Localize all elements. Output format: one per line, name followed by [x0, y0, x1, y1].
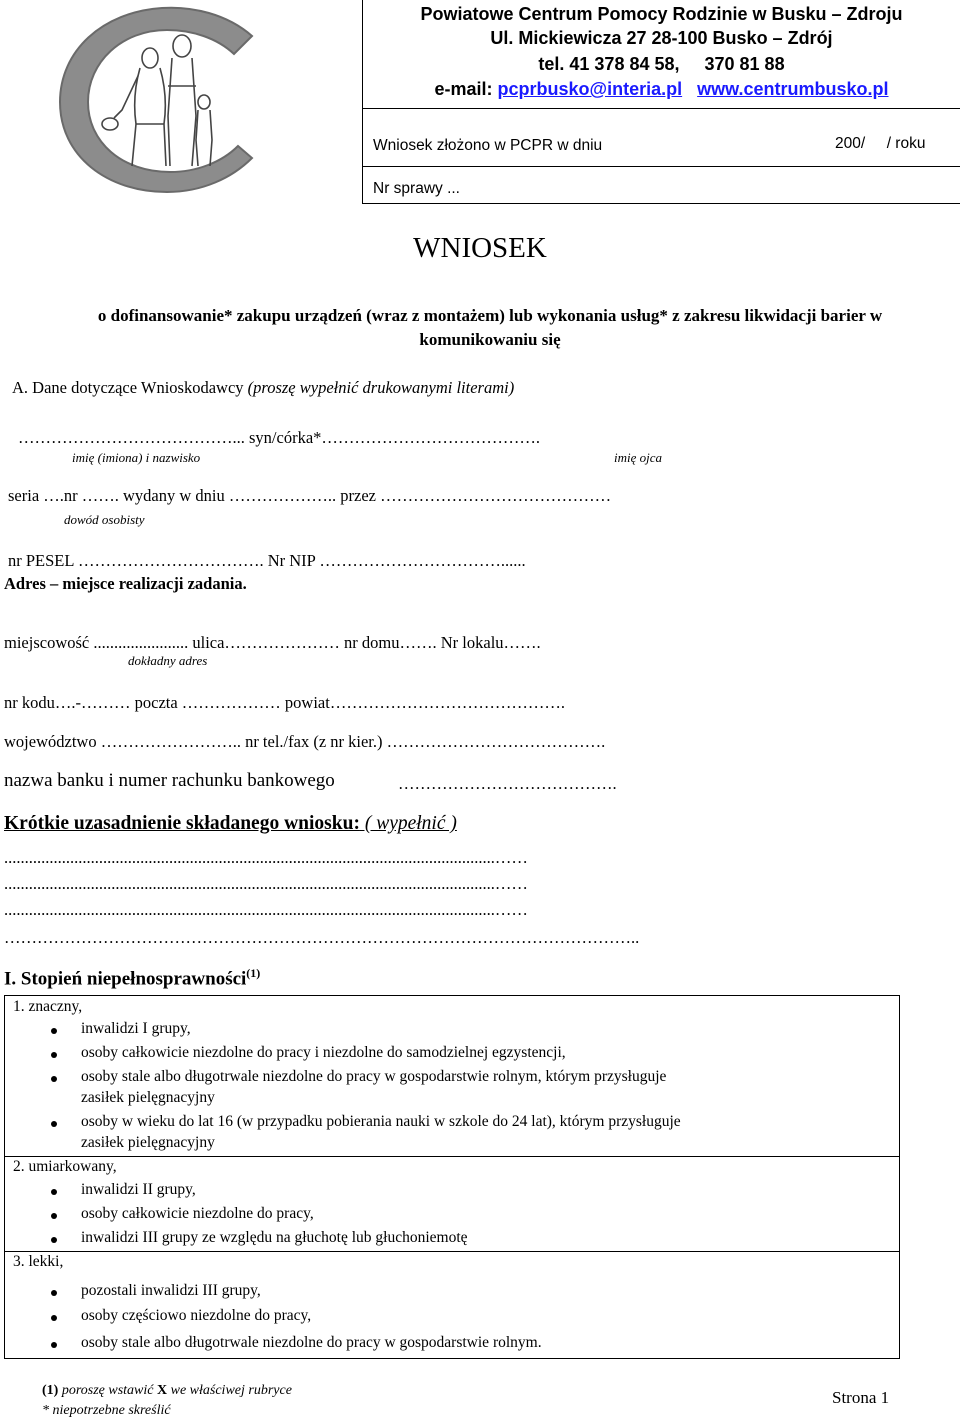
footnote-1-number: (1): [42, 1383, 59, 1398]
section-a-title: A. Dane dotyczące Wnioskodawcy: [12, 378, 248, 397]
bullet-icon: [51, 1237, 57, 1243]
justification-line-3[interactable]: .......................................................................................................................……: [4, 900, 528, 919]
document-title: WNIOSEK: [413, 232, 547, 264]
page-number: Strona 1: [832, 1388, 890, 1407]
list-item: pozostali inwalidzi III grupy,: [81, 1282, 261, 1299]
list-item: inwalidzi I grupy,: [81, 1020, 191, 1037]
voivodeship-phone-field[interactable]: województwo …………………….. nr tel./fax (z nr kier.) ………………………………….: [4, 732, 606, 751]
list-item: osoby stale albo długotrwale niezdolne do pracy w gospodarstwie rolnym, którym przysługuje: [81, 1068, 667, 1085]
justification-heading: [4, 813, 457, 835]
year-field: 200/ / roku: [835, 135, 926, 152]
section-i-footnote-ref: (1): [246, 966, 261, 980]
pcpr-logo: [52, 6, 274, 194]
bullet-icon: [51, 1290, 57, 1296]
list-item: osoby całkowicie niezdolne do pracy i niezdolne do samodzielnej egzystencji,: [81, 1044, 566, 1061]
list-item: inwalidzi II grupy,: [81, 1181, 196, 1198]
footnote-2: * niepotrzebne skreślić: [42, 1403, 171, 1418]
id-caption: dowód osobisty: [64, 512, 145, 527]
list-item-cont: zasiłek pielęgnacyjny: [81, 1089, 215, 1106]
institution-contact: [363, 79, 960, 100]
justification-line-2[interactable]: .......................................................................................................................……: [4, 874, 528, 893]
bullet-icon: [51, 1028, 57, 1034]
submitted-date-label: Wniosek złożono w PCPR w dniu: [373, 137, 603, 154]
address-field[interactable]: miejscowość ....................... ulica………………… nr domu……. Nr lokalu…….: [4, 633, 541, 652]
institution-phone: tel. 41 378 84 58, 370 81 88: [538, 54, 785, 74]
list-item-cont: zasiłek pielęgnacyjny: [81, 1134, 215, 1151]
justification-line-1[interactable]: .......................................................................................................................……: [4, 848, 528, 867]
case-number-field: Nr sprawy ...: [373, 180, 460, 197]
category-moderate[interactable]: 2. umiarkowany,: [13, 1158, 117, 1175]
header-divider-2: [363, 166, 960, 167]
bullet-icon: [51, 1342, 57, 1348]
section-a-hint: (proszę wypełnić drukowanymi literami): [247, 378, 515, 397]
list-item: osoby całkowicie niezdolne do pracy,: [81, 1205, 314, 1222]
pesel-nip-field[interactable]: nr PESEL ……………………………. Nr NIP ……………………………......: [8, 551, 526, 570]
disability-degree-table: [4, 995, 900, 1359]
institution-address: Ul. Mickiewicza 27 28-100 Busko – Zdrój: [490, 28, 833, 48]
header-divider: [363, 108, 960, 109]
list-item: osoby w wieku do lat 16 (w przypadku pobierania nauki w szkole do 24 lat), którym przysługuje: [81, 1113, 681, 1130]
bullet-icon: [51, 1052, 57, 1058]
table-row-divider: [5, 1156, 899, 1157]
list-item: inwalidzi III grupy ze względu na głuchotę lub głuchoniemotę: [81, 1229, 468, 1246]
email-link[interactable]: pcprbusko@interia.pl: [497, 79, 683, 99]
postal-field[interactable]: nr kodu….-……… poczta ……………… powiat…………………………………….: [4, 693, 565, 712]
bullet-icon: [51, 1213, 57, 1219]
bullet-icon: [51, 1189, 57, 1195]
footnote-1-text-b: we właściwej rubryce: [167, 1383, 292, 1398]
bank-account-field[interactable]: ………………………………….: [398, 774, 617, 793]
institution-name: Powiatowe Centrum Pomocy Rodzinie w Busku – Zdroju: [420, 4, 903, 24]
name-caption: imię (imiona) i nazwisko: [72, 450, 201, 465]
justification-line-4[interactable]: ……………………………………………………………………………………………………..: [4, 928, 640, 947]
table-row-divider: [5, 1251, 899, 1252]
website-link[interactable]: www.centrumbusko.pl: [697, 79, 889, 99]
section-a-heading: [12, 378, 514, 398]
institution-header: [362, 0, 960, 204]
address-heading: Adres – miejsce realizacji zadania.: [4, 574, 247, 593]
justification-label: Krótkie uzasadnienie składanego wniosku:: [4, 813, 360, 834]
bullet-icon: [51, 1121, 57, 1127]
category-mild[interactable]: 3. lekki,: [13, 1253, 64, 1270]
footnote-1-text-a: poroszę wstawić: [58, 1383, 157, 1398]
footnote-1: [42, 1383, 292, 1399]
address-caption: dokładny adres: [128, 653, 208, 668]
bullet-icon: [51, 1315, 57, 1321]
logo-graphic: [52, 6, 274, 194]
footnote-1-x: X: [156, 1383, 168, 1398]
section-i-heading: [4, 966, 260, 990]
section-i-title: I. Stopień niepełnosprawności: [4, 968, 247, 990]
father-name-caption: imię ojca: [614, 450, 663, 465]
list-item: osoby częściowo niezdolne do pracy,: [81, 1307, 312, 1324]
document-subtitle: o dofinansowanie* zakupu urządzeń (wraz z montażem) lub wykonania usług* z zakresu likwidacji barier w komunikowaniu się: [97, 306, 883, 349]
name-father-field[interactable]: …………………………………... syn/córka*………………………………….: [18, 428, 541, 447]
email-label: e-mail:: [434, 79, 498, 99]
bank-account-label: nazwa banku i numer rachunku bankowego: [4, 770, 335, 791]
bullet-icon: [51, 1076, 57, 1082]
justification-hint: ( wypełnić ): [359, 813, 457, 834]
id-document-field[interactable]: seria ….nr ……. wydany w dniu ……………….. przez ……………………………………: [8, 486, 612, 505]
list-item: osoby stale albo długotrwale niezdolne do pracy w gospodarstwie rolnym.: [81, 1334, 542, 1351]
category-significant[interactable]: 1. znaczny,: [13, 998, 83, 1015]
